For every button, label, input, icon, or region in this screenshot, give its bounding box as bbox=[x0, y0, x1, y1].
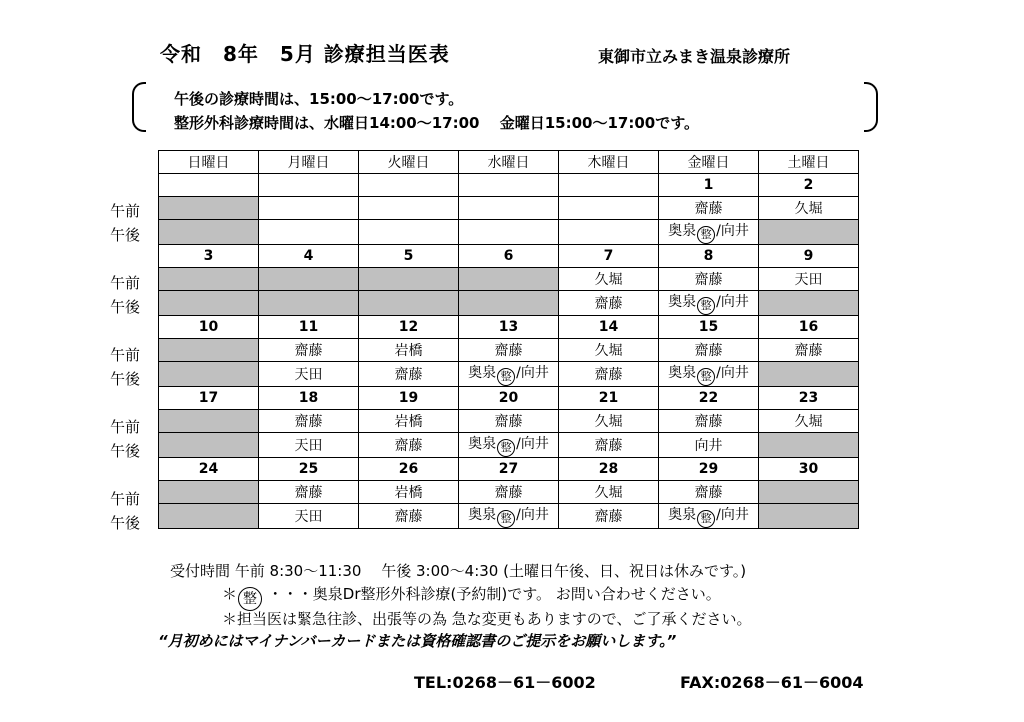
weekday-header: 月曜日 bbox=[259, 151, 359, 174]
tel-number: TEL:0268－61－6002 bbox=[414, 673, 596, 692]
doctor-cell: 久堀 bbox=[559, 339, 659, 362]
doctor-cell: 岩橋 bbox=[359, 410, 459, 433]
doctor-cell: 齋藤 bbox=[459, 410, 559, 433]
date-cell bbox=[259, 174, 359, 197]
date-cell: 2 bbox=[759, 174, 859, 197]
doctor-cell bbox=[559, 197, 659, 220]
afternoon-row bbox=[159, 504, 859, 529]
date-cell: 11 bbox=[259, 316, 359, 339]
date-cell bbox=[159, 174, 259, 197]
doctor-cell: 齋藤 bbox=[659, 197, 759, 220]
date-cell: 19 bbox=[359, 387, 459, 410]
date-row bbox=[159, 245, 859, 268]
doctor-cell: 岩橋 bbox=[359, 481, 459, 504]
afternoon-row bbox=[159, 433, 859, 458]
ortho-partner-name: /向井 bbox=[516, 436, 549, 452]
date-cell: 23 bbox=[759, 387, 859, 410]
afternoon-row bbox=[159, 220, 859, 245]
date-cell: 12 bbox=[359, 316, 459, 339]
weekday-header-row bbox=[159, 151, 859, 174]
doctor-cell: 久堀 bbox=[759, 410, 859, 433]
mynumber-notice: “月初めにはマイナンバーカードまたは資格確認書のご提示をお願いします。” bbox=[158, 632, 677, 650]
doctor-cell: 岩橋 bbox=[359, 339, 459, 362]
doctor-cell bbox=[459, 197, 559, 220]
left-bracket bbox=[132, 82, 146, 132]
morning-row bbox=[159, 481, 859, 504]
closed-cell bbox=[759, 362, 859, 387]
pm-row-label: 午後 bbox=[110, 226, 141, 244]
ortho-partner-name: /向井 bbox=[516, 507, 549, 523]
doctor-cell bbox=[559, 220, 659, 245]
doctor-cell bbox=[359, 220, 459, 245]
date-cell: 13 bbox=[459, 316, 559, 339]
date-cell: 18 bbox=[259, 387, 359, 410]
doctor-cell: 齋藤 bbox=[559, 291, 659, 316]
clinic-name: 東御市立みまき温泉診療所 bbox=[598, 47, 791, 66]
doctor-cell: 齋藤 bbox=[659, 410, 759, 433]
ortho-legend bbox=[222, 583, 721, 611]
doctor-cell bbox=[659, 291, 759, 316]
date-cell: 25 bbox=[259, 458, 359, 481]
closed-cell bbox=[159, 504, 259, 529]
closed-cell bbox=[159, 339, 259, 362]
date-cell bbox=[359, 174, 459, 197]
ortho-mark-icon: 整 bbox=[497, 439, 515, 457]
ortho-mark-icon: 整 bbox=[697, 510, 715, 528]
reception-hours: 受付時間 午前 8:30～11:30 午後 3:00～4:30 (土曜日午後、日、祝日は休みです。) bbox=[170, 562, 747, 580]
weekday-header: 金曜日 bbox=[659, 151, 759, 174]
closed-cell bbox=[159, 410, 259, 433]
morning-row bbox=[159, 268, 859, 291]
ortho-doctor-name: 奥泉 bbox=[468, 507, 497, 523]
date-cell: 7 bbox=[559, 245, 659, 268]
date-cell: 6 bbox=[459, 245, 559, 268]
date-cell: 26 bbox=[359, 458, 459, 481]
doctor-cell: 久堀 bbox=[759, 197, 859, 220]
date-cell: 21 bbox=[559, 387, 659, 410]
ortho-partner-name: /向井 bbox=[516, 365, 549, 381]
closed-cell bbox=[759, 433, 859, 458]
doctor-cell: 久堀 bbox=[559, 481, 659, 504]
am-row-label: 午前 bbox=[110, 346, 141, 364]
closed-cell bbox=[359, 291, 459, 316]
date-row bbox=[159, 316, 859, 339]
doctor-cell: 齋藤 bbox=[259, 481, 359, 504]
closed-cell bbox=[159, 433, 259, 458]
caution-note: ＊担当医は緊急往診、出張等の為 急な変更もありますので、ご了承ください。 bbox=[222, 610, 752, 628]
pm-row-label: 午後 bbox=[110, 514, 141, 532]
weekday-header: 木曜日 bbox=[559, 151, 659, 174]
doctor-cell: 齋藤 bbox=[359, 433, 459, 458]
legend-text: ・・・奥泉Dr整形外科診療(予約制)です。 お問い合わせください。 bbox=[267, 585, 721, 603]
weekday-header: 水曜日 bbox=[459, 151, 559, 174]
date-cell: 27 bbox=[459, 458, 559, 481]
weekday-header: 火曜日 bbox=[359, 151, 459, 174]
ortho-mark-icon: 整 bbox=[697, 226, 715, 244]
doctor-cell bbox=[359, 197, 459, 220]
doctor-cell: 齋藤 bbox=[559, 433, 659, 458]
closed-cell bbox=[759, 220, 859, 245]
ortho-doctor-name: 奥泉 bbox=[668, 365, 697, 381]
afternoon-row bbox=[159, 362, 859, 387]
closed-cell bbox=[159, 481, 259, 504]
weekday-header: 日曜日 bbox=[159, 151, 259, 174]
doctor-cell: 齋藤 bbox=[459, 481, 559, 504]
right-bracket bbox=[864, 82, 878, 132]
afternoon-hours-note: 午後の診療時間は、15:00～17:00です。 bbox=[174, 90, 464, 108]
fax-number: FAX:0268－61－6004 bbox=[680, 673, 864, 692]
doctor-cell: 齋藤 bbox=[359, 504, 459, 529]
doctor-cell: 齋藤 bbox=[359, 362, 459, 387]
ortho-doctor-name: 奥泉 bbox=[468, 436, 497, 452]
ortho-doctor-name: 奥泉 bbox=[668, 507, 697, 523]
schedule-table bbox=[158, 150, 859, 529]
date-cell: 9 bbox=[759, 245, 859, 268]
ortho-mark-icon: 整 bbox=[497, 510, 515, 528]
date-cell: 1 bbox=[659, 174, 759, 197]
doctor-cell bbox=[459, 220, 559, 245]
doctor-cell: 齋藤 bbox=[759, 339, 859, 362]
ortho-doctor-name: 奥泉 bbox=[668, 294, 697, 310]
doctor-cell: 久堀 bbox=[559, 410, 659, 433]
closed-cell bbox=[459, 268, 559, 291]
morning-row bbox=[159, 197, 859, 220]
am-row-label: 午前 bbox=[110, 202, 141, 220]
doctor-cell bbox=[659, 362, 759, 387]
date-cell: 14 bbox=[559, 316, 659, 339]
ortho-partner-name: /向井 bbox=[716, 507, 749, 523]
date-cell: 3 bbox=[159, 245, 259, 268]
closed-cell bbox=[159, 197, 259, 220]
ortho-partner-name: /向井 bbox=[716, 294, 749, 310]
ortho-mark-icon: 整 bbox=[697, 368, 715, 386]
closed-cell bbox=[759, 481, 859, 504]
date-cell: 10 bbox=[159, 316, 259, 339]
date-cell: 24 bbox=[159, 458, 259, 481]
date-row bbox=[159, 174, 859, 197]
closed-cell bbox=[159, 362, 259, 387]
closed-cell bbox=[159, 268, 259, 291]
doctor-cell: 天田 bbox=[259, 504, 359, 529]
doctor-cell: 天田 bbox=[259, 433, 359, 458]
doctor-cell: 齋藤 bbox=[259, 410, 359, 433]
am-row-label: 午前 bbox=[110, 274, 141, 292]
ortho-mark-icon: 整 bbox=[697, 297, 715, 315]
closed-cell bbox=[459, 291, 559, 316]
doctor-cell bbox=[459, 504, 559, 529]
closed-cell bbox=[759, 291, 859, 316]
morning-row bbox=[159, 339, 859, 362]
doctor-cell: 齋藤 bbox=[659, 481, 759, 504]
date-cell: 4 bbox=[259, 245, 359, 268]
pm-row-label: 午後 bbox=[110, 370, 141, 388]
morning-row bbox=[159, 410, 859, 433]
date-cell: 30 bbox=[759, 458, 859, 481]
pm-row-label: 午後 bbox=[110, 298, 141, 316]
date-cell: 5 bbox=[359, 245, 459, 268]
date-row bbox=[159, 458, 859, 481]
am-row-label: 午前 bbox=[110, 490, 141, 508]
doctor-cell bbox=[659, 220, 759, 245]
doctor-cell bbox=[259, 197, 359, 220]
doctor-cell: 久堀 bbox=[559, 268, 659, 291]
legend-star: ＊ bbox=[222, 585, 238, 603]
closed-cell bbox=[759, 504, 859, 529]
ortho-partner-name: /向井 bbox=[716, 223, 749, 239]
doctor-cell bbox=[459, 433, 559, 458]
doctor-cell bbox=[659, 504, 759, 529]
doctor-cell bbox=[259, 220, 359, 245]
doctor-cell bbox=[459, 362, 559, 387]
date-cell: 29 bbox=[659, 458, 759, 481]
date-cell: 8 bbox=[659, 245, 759, 268]
doctor-cell: 天田 bbox=[759, 268, 859, 291]
doctor-cell: 齋藤 bbox=[659, 339, 759, 362]
closed-cell bbox=[259, 291, 359, 316]
afternoon-row bbox=[159, 291, 859, 316]
doctor-cell: 向井 bbox=[659, 433, 759, 458]
ortho-doctor-name: 奥泉 bbox=[668, 223, 697, 239]
date-cell: 22 bbox=[659, 387, 759, 410]
doctor-cell: 齋藤 bbox=[659, 268, 759, 291]
page-title: 令和 8年 5月 診療担当医表 bbox=[160, 42, 450, 66]
doctor-cell: 齋藤 bbox=[259, 339, 359, 362]
ortho-doctor-name: 奥泉 bbox=[468, 365, 497, 381]
pm-row-label: 午後 bbox=[110, 442, 141, 460]
am-row-label: 午前 bbox=[110, 418, 141, 436]
ortho-hours-note: 整形外科診療時間は、水曜日14:00～17:00 金曜日15:00～17:00です。 bbox=[174, 114, 700, 132]
doctor-cell: 齋藤 bbox=[559, 362, 659, 387]
date-cell bbox=[559, 174, 659, 197]
ortho-partner-name: /向井 bbox=[716, 365, 749, 381]
doctor-cell: 齋藤 bbox=[459, 339, 559, 362]
ortho-mark-icon: 整 bbox=[497, 368, 515, 386]
date-cell: 20 bbox=[459, 387, 559, 410]
closed-cell bbox=[159, 220, 259, 245]
date-cell: 17 bbox=[159, 387, 259, 410]
doctor-cell: 天田 bbox=[259, 362, 359, 387]
closed-cell bbox=[359, 268, 459, 291]
date-row bbox=[159, 387, 859, 410]
date-cell bbox=[459, 174, 559, 197]
ortho-mark-icon: 整 bbox=[238, 587, 262, 611]
closed-cell bbox=[159, 291, 259, 316]
weekday-header: 土曜日 bbox=[759, 151, 859, 174]
date-cell: 28 bbox=[559, 458, 659, 481]
closed-cell bbox=[259, 268, 359, 291]
doctor-cell: 齋藤 bbox=[559, 504, 659, 529]
date-cell: 16 bbox=[759, 316, 859, 339]
date-cell: 15 bbox=[659, 316, 759, 339]
